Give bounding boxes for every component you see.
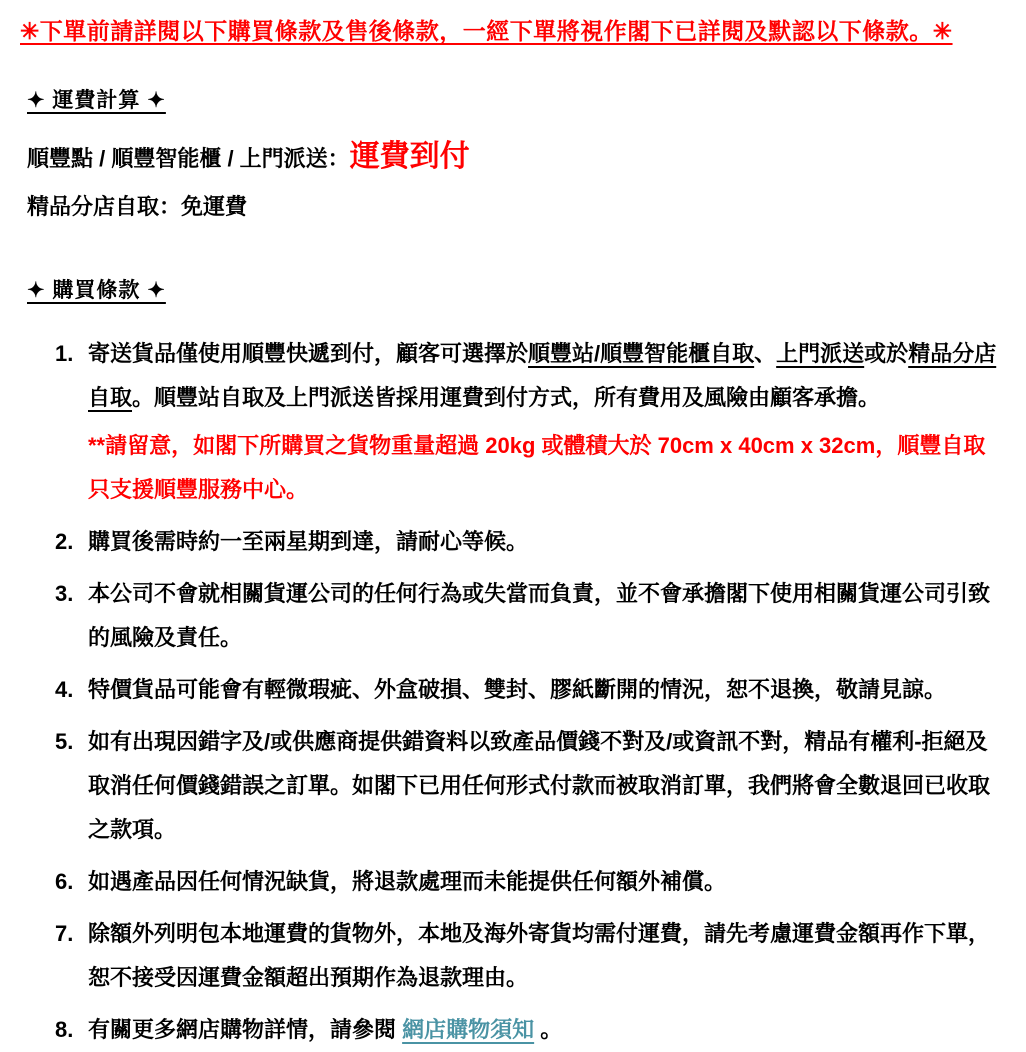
- shipping-methods-label: 順豐點 / 順豐智能櫃 / 上門派送：: [27, 146, 350, 171]
- shipping-methods-line: [27, 138, 998, 178]
- term-segment: 或於: [864, 341, 909, 366]
- shipping-section-title: ✦ 運費計算 ✦: [27, 89, 166, 112]
- term-item-5: [20, 720, 998, 852]
- term-body: [88, 668, 998, 712]
- weight-size-warning: **請留意，如閣下所購買之貨物重量超過 20kg 或體積大於 70cm x 40cm x 32cm，順豐自取只支援順豐服務中心。: [88, 433, 986, 502]
- term-number: 3.: [55, 581, 74, 606]
- term-number: 8.: [55, 1017, 74, 1042]
- terms-section-title: ✦ 購買條款 ✦: [27, 279, 166, 302]
- term-text: 除額外列明包本地運費的貨物外，本地及海外寄貨均需付運費，請先考慮運費金額再作下單，恕不接受因運費金額超出預期作為退款理由。: [88, 921, 991, 990]
- term-body: [88, 332, 998, 512]
- term-body: [88, 520, 998, 564]
- shipping-section: [20, 88, 998, 114]
- term-segment: 寄送貨品僅使用順豐快遞到付，顧客可選擇於: [88, 341, 529, 366]
- term-segment-underlined: 上門派送: [776, 341, 865, 366]
- freight-collect-value: 運費到付: [349, 140, 470, 173]
- pre-order-notice: ✳下單前請詳閱以下購買條款及售後條款，一經下單將視作閣下已詳閱及默認以下條款。✳: [20, 18, 953, 44]
- term-text: 如遇產品因任何情況缺貨，將退款處理而未能提供任何額外補償。: [88, 869, 727, 894]
- terms-section: [20, 278, 998, 304]
- term-text: 特價貨品可能會有輕微瑕疵、外盒破損、雙封、膠紙斷開的情況，恕不退換，敬請見諒。: [88, 677, 947, 702]
- terms-list: [20, 332, 998, 1052]
- term-body: [88, 912, 998, 1000]
- term-segment-underlined: 順豐站/順豐智能櫃自取: [528, 341, 755, 366]
- term-number: 1.: [55, 341, 74, 366]
- term-body: [88, 860, 998, 904]
- term-item-4: [20, 668, 998, 712]
- term-number: 6.: [55, 869, 74, 894]
- online-shopping-guide-link[interactable]: 網店購物須知: [402, 1017, 535, 1042]
- term-number: 7.: [55, 921, 74, 946]
- term-item-6: [20, 860, 998, 904]
- term-segment: 有關更多網店購物詳情，請參閱: [88, 1017, 403, 1042]
- term-text: [88, 1008, 998, 1052]
- store-pickup-line: 精品分店自取：免運費: [27, 194, 248, 219]
- term-item-7: [20, 912, 998, 1000]
- term-text: 購買後需時約一至兩星期到達，請耐心等候。: [88, 529, 529, 554]
- term-item-2: [20, 520, 998, 564]
- term-segment-underlined: 精品分店自取: [88, 341, 997, 410]
- term-number: 4.: [55, 677, 74, 702]
- term-body: [88, 572, 998, 660]
- term-text: 本公司不會就相關貨運公司的任何行為或失當而負責，並不會承擔閣下使用相關貨運公司引致的風險及責任。: [88, 581, 991, 650]
- term-text: 如有出現因錯字及/或供應商提供錯資料以致產品價錢不對及/或資訊不對，精品有權利-拒絕及取消任何價錢錯誤之訂單。如閣下已用任何形式付款而被取消訂單，我們將會全數退回已收取之款項。: [88, 729, 991, 842]
- term-segment: 、: [754, 341, 777, 366]
- term-number: 2.: [55, 529, 74, 554]
- term-item-8: [20, 1008, 998, 1052]
- term-item-3: [20, 572, 998, 660]
- term-body: [88, 1008, 998, 1052]
- term-text: [88, 332, 998, 420]
- term-segment: 。: [534, 1017, 563, 1042]
- term-number: 5.: [55, 729, 74, 754]
- term-item-1: [20, 332, 998, 512]
- term-segment: 。順豐站自取及上門派送皆採用運費到付方式，所有費用及風險由顧客承擔。: [132, 385, 881, 410]
- term-body: [88, 720, 998, 852]
